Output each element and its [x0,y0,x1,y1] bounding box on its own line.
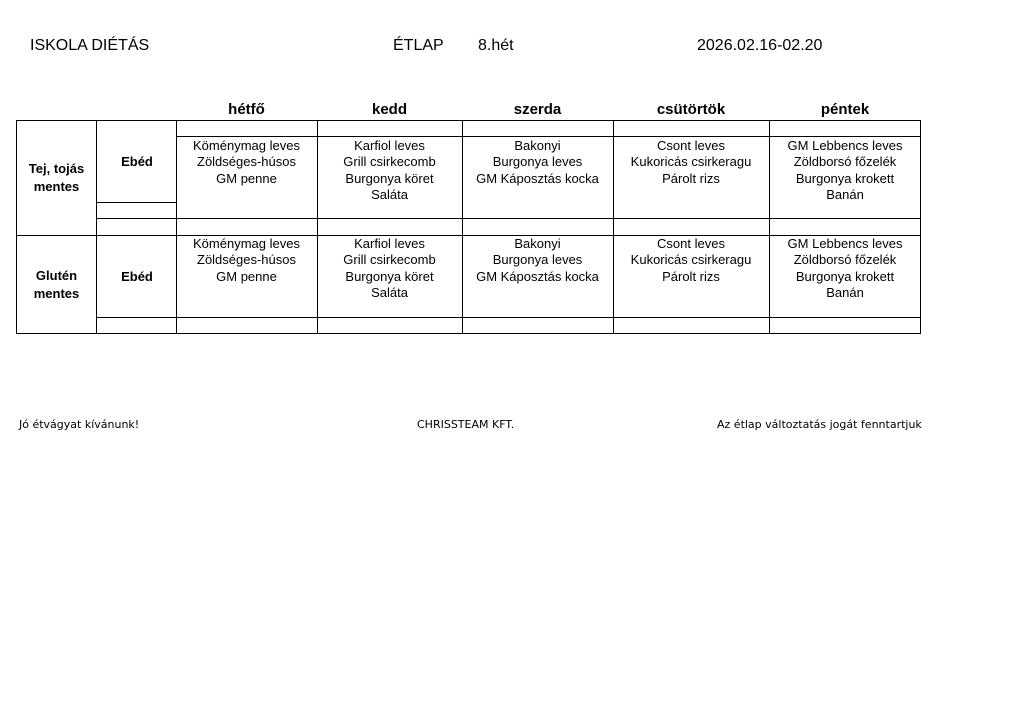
menu-item: GM Káposztás kocka [476,268,599,284]
menu-item: Burgonya krokett [795,268,895,284]
menu-item: Karfiol leves [354,236,425,251]
section-label-milk-egg-free [16,161,97,195]
table-line [16,120,921,121]
menu-item: Burgonya köret [345,170,434,186]
menu-cell [176,236,317,285]
day-header-tuesday: kedd [371,101,407,118]
menu-item: Párolt rizs [662,170,720,186]
menu-item: GM penne [216,170,277,186]
meal-label: Ebéd [121,269,153,284]
menu-cell [317,236,462,301]
menu-cell [462,138,613,187]
document-title: ISKOLA DIÉTÁS [30,37,150,54]
menu-item: Zöldséges-húsos [197,252,296,268]
section-label-line: Glutén [35,268,78,283]
section-label-line: mentes [33,286,80,301]
table-line [96,317,921,318]
menu-item: Zöldséges-húsos [197,154,296,170]
section-label-gluten-free [16,268,97,302]
menu-item: GM penne [216,268,277,284]
menu-item: Karfiol leves [354,138,425,153]
menu-item: Bakonyi [514,138,561,153]
table-line [176,136,921,137]
menu-item: Saláta [371,186,408,202]
menu-cell [769,138,921,203]
menu-item: Burgonya leves [492,252,583,268]
menu-cell [176,138,317,187]
menu-cell [462,236,613,285]
menu-cell [613,138,769,187]
menu-item: Zöldborsó főzelék [793,252,897,268]
section-label-line: Tej, tojás [28,161,85,176]
menu-item: Banán [826,284,864,300]
menu-item: Grill csirkecomb [343,154,436,170]
menu-item: Csont leves [657,236,725,251]
section-label-line: mentes [33,179,80,194]
menu-item: Burgonya köret [345,268,434,284]
day-header-thursday: csütörtök [656,101,726,118]
menu-item: Csont leves [657,138,725,153]
menu-cell [769,236,921,301]
menu-item: Köménymag leves [193,236,300,251]
menu-item: Kukoricás csirkeragu [630,154,752,170]
meal-label: Ebéd [121,154,153,169]
menu-item: Köménymag leves [193,138,300,153]
menu-item: Párolt rizs [662,268,720,284]
menu-item: Grill csirkecomb [343,252,436,268]
menu-cell [317,138,462,203]
menu-item: Saláta [371,284,408,300]
table-line [96,218,921,219]
day-header-wednesday: szerda [513,101,562,118]
footer-company: CHRISSTEAM KFT. [417,418,515,431]
week-number: 8.hét [478,37,514,54]
menu-item: Burgonya krokett [795,170,895,186]
date-range: 2026.02.16-02.20 [697,37,823,54]
footer-disclaimer: Az étlap változtatás jogát fenntartjuk [717,418,922,431]
day-header-monday: hétfő [228,101,265,118]
menu-item: Zöldborsó főzelék [793,154,897,170]
menu-item: GM Lebbencs leves [787,138,903,153]
menu-cell [613,236,769,285]
menu-item: GM Lebbencs leves [787,236,903,251]
menu-label: ÉTLAP [393,37,444,54]
table-line [96,202,176,203]
menu-item: Banán [826,186,864,202]
menu-item: GM Káposztás kocka [476,170,599,186]
menu-item: Bakonyi [514,236,561,251]
day-header-friday: péntek [820,101,870,118]
table-line [16,333,921,334]
menu-item: Kukoricás csirkeragu [630,252,752,268]
menu-item: Burgonya leves [492,154,583,170]
footer-greeting: Jó étvágyat kívánunk! [19,418,140,431]
